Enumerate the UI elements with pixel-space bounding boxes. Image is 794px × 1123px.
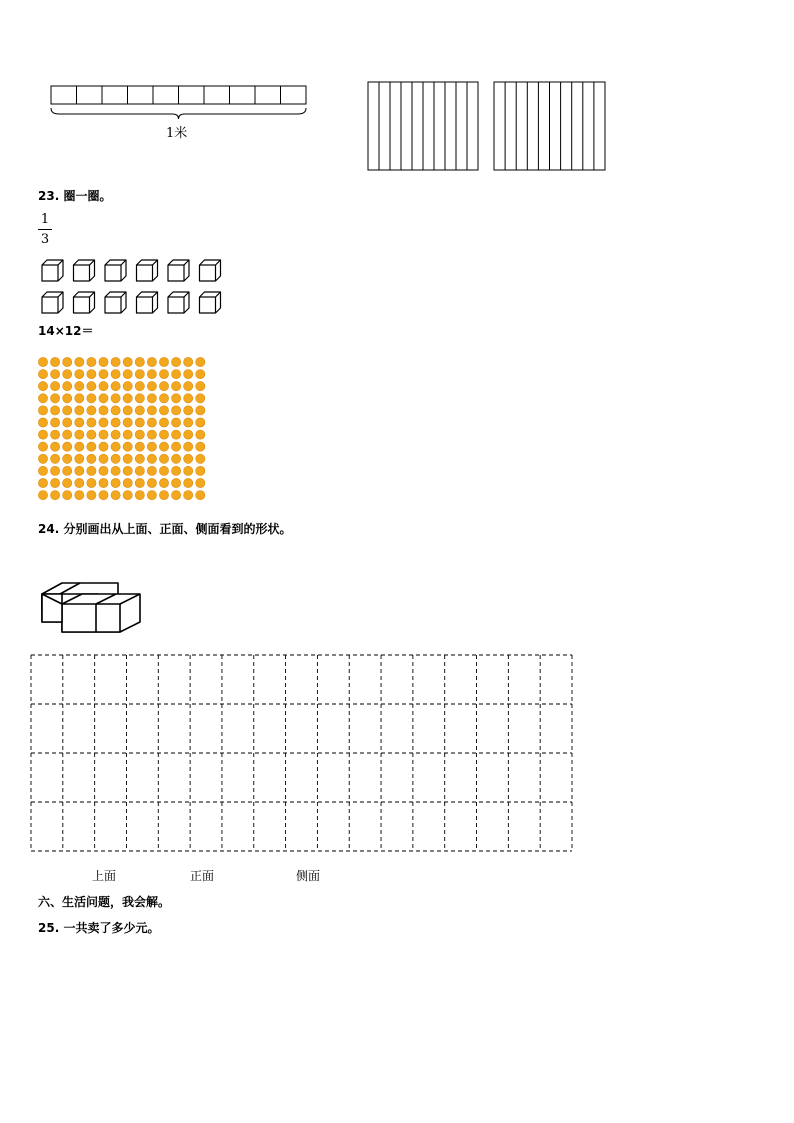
fraction-numerator: 1 <box>40 212 50 227</box>
question-number: 25. <box>38 921 60 935</box>
question-text: 分别画出从上面、正面、侧面看到的形状。 <box>63 522 292 536</box>
ruler-label: 1米 <box>166 126 188 141</box>
question-number: 24. <box>38 522 60 536</box>
question-number: 23. <box>38 189 60 203</box>
multiplication-expression: 14×12＝ <box>38 324 94 338</box>
question-text: 圈一圈。 <box>63 189 112 203</box>
question-25 <box>38 919 159 936</box>
label-top-view: 上面 <box>92 869 117 883</box>
label-side-view: 侧面 <box>296 869 321 883</box>
section-6-heading: 六、生活问题，我会解。 <box>38 895 171 909</box>
fraction-denominator: 3 <box>40 232 50 247</box>
question-text: 一共卖了多少元。 <box>63 921 160 935</box>
label-front-view: 正面 <box>190 869 215 883</box>
